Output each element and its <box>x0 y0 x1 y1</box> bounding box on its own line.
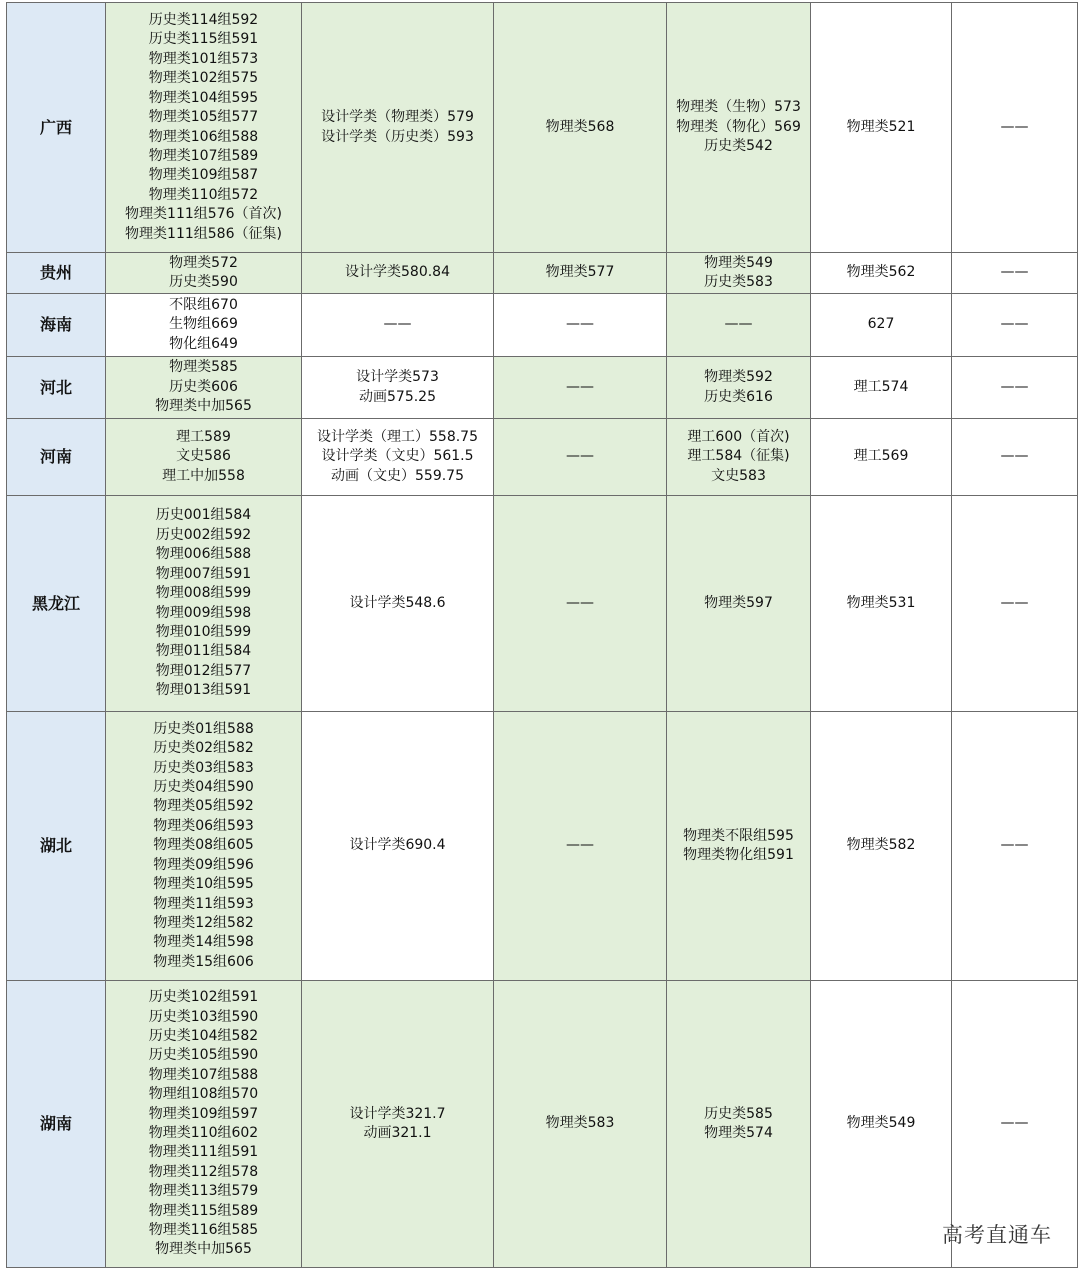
score-line: 物理类112组578 <box>148 1163 259 1180</box>
score-line: 历史类02组582 <box>153 740 254 757</box>
score-cell-col6 <box>952 419 1078 496</box>
province-cell: 湖南 <box>7 981 106 1268</box>
score-cell-col1 <box>106 3 302 253</box>
score-line: 物理类（生物）573 <box>676 99 801 116</box>
score-line: 设计学类（文史）561.5 <box>321 448 474 465</box>
score-cell-col6 <box>952 294 1078 357</box>
score-line: —— <box>1000 837 1029 854</box>
score-cell-col1 <box>106 419 302 496</box>
score-cell-col4 <box>667 712 811 981</box>
score-cell-col2 <box>302 294 494 357</box>
score-line: 历史类03组583 <box>153 759 254 776</box>
score-cell-col5 <box>811 3 952 253</box>
score-line: 历史类606 <box>169 378 238 395</box>
score-line: 物理013组591 <box>155 682 252 699</box>
score-line: 物理011组584 <box>155 643 252 660</box>
table-row <box>7 496 1078 712</box>
score-line: 物理类585 <box>169 359 238 376</box>
province-cell: 黑龙江 <box>7 496 106 712</box>
score-line: 物理类531 <box>846 594 916 611</box>
score-line: 物理类06组593 <box>153 817 254 834</box>
score-line: 理工569 <box>853 448 909 465</box>
score-line: 不限组670 <box>169 296 238 313</box>
score-line: 物化组649 <box>169 335 238 352</box>
score-cell-col5 <box>811 357 952 419</box>
score-cell-col3 <box>494 419 667 496</box>
score-line: 物理类562 <box>846 264 916 281</box>
score-line: 物理类物化组591 <box>683 847 794 863</box>
score-cell-col6 <box>952 3 1078 253</box>
score-line: 物理类15组606 <box>153 953 254 970</box>
score-line: 设计学类（理工）558.75 <box>317 428 478 445</box>
table-row <box>7 357 1078 419</box>
score-line: —— <box>566 378 594 395</box>
score-line: 物理类106组588 <box>148 128 259 145</box>
score-line: 动画（文史）559.75 <box>331 467 464 484</box>
score-cell-col3 <box>494 496 667 712</box>
score-cell-col2 <box>302 3 494 253</box>
score-line: 设计学类580.84 <box>345 264 450 281</box>
province-cell: 河北 <box>7 357 106 419</box>
score-line: 历史类01组588 <box>153 720 254 737</box>
score-cell-col3 <box>494 3 667 253</box>
score-line: 物理006组588 <box>155 546 252 563</box>
score-cell-col2 <box>302 253 494 294</box>
score-cell-col2 <box>302 357 494 419</box>
score-cell-col3 <box>494 294 667 357</box>
score-line: —— <box>1000 264 1029 281</box>
watermark-text: 高考直通车 <box>942 1223 1052 1247</box>
score-cell-col4 <box>667 981 811 1268</box>
score-line: 理工574 <box>853 378 909 395</box>
score-line: 理工600（首次) <box>687 428 790 445</box>
score-line: 历史002组592 <box>155 526 252 543</box>
table-row <box>7 3 1078 253</box>
score-cell-col2 <box>302 496 494 712</box>
score-line: 物理类不限组595 <box>683 827 794 844</box>
score-line: 物理类中加565 <box>155 398 252 415</box>
score-cell-col4 <box>667 496 811 712</box>
score-line: 历史001组584 <box>155 507 252 524</box>
score-cell-col5 <box>811 253 952 294</box>
score-line: 动画575.25 <box>359 388 436 405</box>
score-line: 物理类107组588 <box>148 1066 259 1083</box>
score-cell-col1 <box>106 294 302 357</box>
score-line: 历史类590 <box>169 274 238 290</box>
score-line: 物理类568 <box>545 118 615 135</box>
score-line: 物理类109组587 <box>148 167 259 184</box>
score-line: 历史类115组591 <box>148 31 259 48</box>
score-line: 历史类102组591 <box>148 989 259 1006</box>
score-line: 物理012组577 <box>155 662 252 679</box>
score-line: 物理类110组602 <box>148 1125 259 1141</box>
score-line: 理工589 <box>176 428 231 445</box>
score-cell-col6 <box>952 357 1078 419</box>
score-line: 历史类616 <box>704 388 773 405</box>
score-line: 物理类10组595 <box>153 876 254 893</box>
score-cell-col3 <box>494 253 667 294</box>
score-line: —— <box>566 594 594 611</box>
score-line: 物理类102组575 <box>148 70 259 87</box>
score-line: 动画321.1 <box>363 1125 432 1141</box>
score-line: —— <box>566 448 594 465</box>
score-line: 历史类542 <box>704 138 773 155</box>
score-cell-col6 <box>952 253 1078 294</box>
score-line: 物理类111组586（征集) <box>125 225 282 242</box>
score-line: 物理类582 <box>846 837 916 854</box>
score-line: 物理类104组595 <box>148 89 259 106</box>
province-cell: 湖北 <box>7 712 106 981</box>
score-cell-col5 <box>811 294 952 357</box>
score-cell-col5 <box>811 496 952 712</box>
score-line: 物理009组598 <box>155 604 252 621</box>
score-line: 设计学类321.7 <box>349 1105 446 1122</box>
table-row <box>7 419 1078 496</box>
score-line: 物理类583 <box>545 1115 615 1132</box>
province-cell: 贵州 <box>7 253 106 294</box>
score-cell-col2 <box>302 712 494 981</box>
table-row <box>7 253 1078 294</box>
score-cell-col5 <box>811 419 952 496</box>
score-line: 文史586 <box>176 448 231 465</box>
province-cell: 海南 <box>7 294 106 357</box>
score-cell-col4 <box>667 3 811 253</box>
score-line: 物理类521 <box>846 118 916 135</box>
score-line: 历史类104组582 <box>148 1027 259 1044</box>
score-line: 物理类09组596 <box>153 856 254 873</box>
score-cell-col3 <box>494 981 667 1268</box>
score-line: —— <box>1000 316 1029 333</box>
score-line: 物理类05组592 <box>153 798 254 815</box>
score-line: —— <box>1000 378 1029 395</box>
score-line: 物理类115组589 <box>148 1202 259 1219</box>
score-line: 物理类11组593 <box>153 895 254 912</box>
score-line: 设计学类548.6 <box>349 594 446 611</box>
score-cell-col6 <box>952 496 1078 712</box>
score-cell-col3 <box>494 357 667 419</box>
score-line: 627 <box>867 316 895 333</box>
score-line: 文史583 <box>711 467 766 484</box>
score-line: —— <box>383 316 412 333</box>
score-line: 历史类105组590 <box>148 1047 259 1064</box>
score-line: 历史类583 <box>704 274 773 290</box>
score-line: —— <box>566 316 594 333</box>
score-line: —— <box>566 837 594 854</box>
score-line: 物理类105组577 <box>148 109 259 126</box>
score-line: 物理类597 <box>704 594 773 611</box>
score-cell-col5 <box>811 712 952 981</box>
score-line: 理工584（征集) <box>687 448 790 465</box>
score-line: —— <box>724 316 753 333</box>
score-cell-col1 <box>106 981 302 1268</box>
score-cell-col1 <box>106 496 302 712</box>
score-line: 设计学类573 <box>356 369 439 386</box>
score-line: 物理类549 <box>846 1115 916 1132</box>
score-line: 物理类577 <box>545 264 615 281</box>
score-line: 历史类114组592 <box>148 12 259 29</box>
score-line: 物理组108组570 <box>148 1086 259 1103</box>
province-cell: 广西 <box>7 3 106 253</box>
score-cell-col2 <box>302 981 494 1268</box>
score-line: 物理类113组579 <box>148 1183 259 1200</box>
score-line: 物理类14组598 <box>153 934 254 951</box>
score-line: 物理类08组605 <box>153 837 254 854</box>
score-line: 物理类107组589 <box>148 147 259 164</box>
score-line: 物理007组591 <box>155 565 252 582</box>
score-cell-col1 <box>106 253 302 294</box>
table-row <box>7 981 1078 1268</box>
score-line: 物理类592 <box>704 369 773 386</box>
score-line: 设计学类690.4 <box>349 837 446 854</box>
score-line: 物理类中加565 <box>155 1241 252 1258</box>
score-line: 物理类111组591 <box>148 1144 259 1161</box>
score-line: 物理类（物化）569 <box>676 118 801 135</box>
score-cell-col2 <box>302 419 494 496</box>
score-cell-col4 <box>667 294 811 357</box>
province-cell: 河南 <box>7 419 106 496</box>
table-row <box>7 712 1078 981</box>
score-line: 设计学类（历史类）593 <box>321 128 474 145</box>
score-cell-col1 <box>106 357 302 419</box>
score-cell-col6 <box>952 712 1078 981</box>
table-row <box>7 294 1078 357</box>
score-cell-col1 <box>106 712 302 981</box>
score-line: 物理类549 <box>704 254 773 271</box>
score-line: 物理010组599 <box>155 623 252 640</box>
score-cell-col4 <box>667 253 811 294</box>
score-line: 理工中加558 <box>162 467 245 484</box>
score-line: 物理类12组582 <box>153 914 254 931</box>
score-table <box>6 2 1078 1268</box>
score-line: —— <box>1000 448 1029 465</box>
score-line: 物理类574 <box>704 1125 773 1141</box>
score-line: 生物组669 <box>169 316 238 333</box>
score-line: 历史类585 <box>704 1105 773 1122</box>
score-line: 物理008组599 <box>155 585 252 602</box>
score-line: 设计学类（物理类）579 <box>321 109 474 126</box>
score-line: 物理类109组597 <box>148 1105 259 1122</box>
score-cell-col4 <box>667 419 811 496</box>
score-cell-col5 <box>811 981 952 1268</box>
score-line: 物理类116组585 <box>148 1222 259 1239</box>
score-cell-col3 <box>494 712 667 981</box>
score-line: 物理类572 <box>169 254 238 271</box>
score-line: —— <box>1000 1115 1029 1132</box>
score-line: 物理类101组573 <box>148 50 259 67</box>
score-line: 历史类04组590 <box>153 779 254 796</box>
score-line: 历史类103组590 <box>148 1008 259 1025</box>
score-line: 物理类110组572 <box>148 186 259 203</box>
score-line: —— <box>1000 594 1029 611</box>
score-cell-col4 <box>667 357 811 419</box>
score-line: —— <box>1000 118 1029 135</box>
score-line: 物理类111组576（首次) <box>125 206 282 223</box>
